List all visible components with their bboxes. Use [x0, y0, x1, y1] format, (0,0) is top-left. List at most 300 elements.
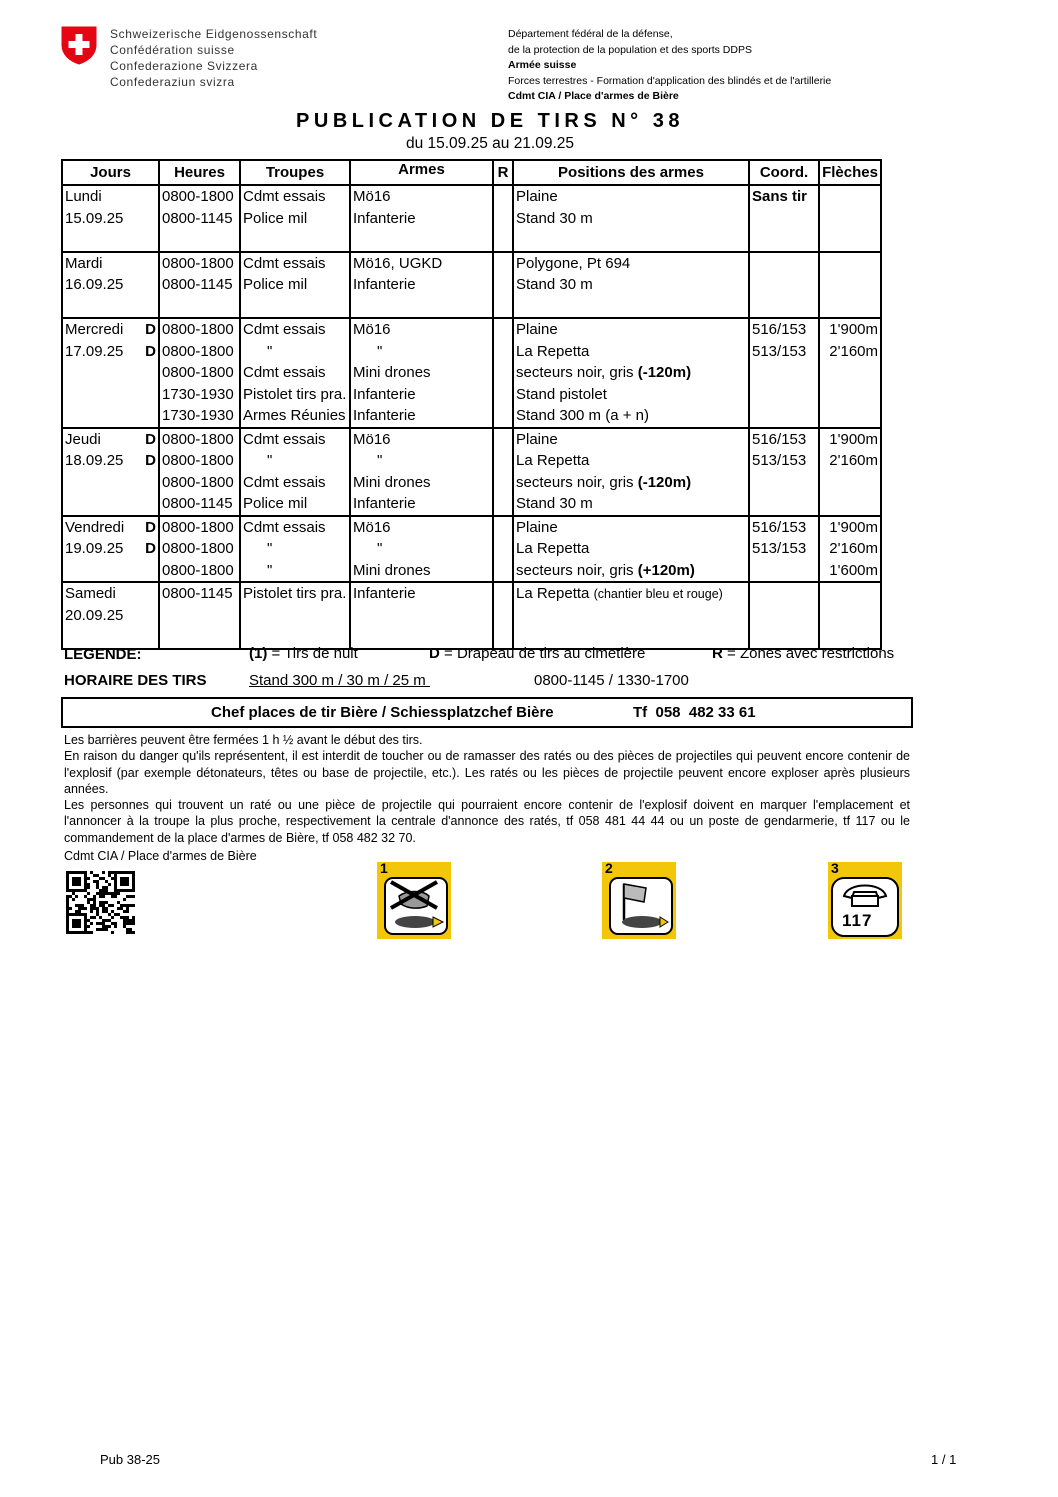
fleches-line [822, 538, 878, 560]
col-coord-header: Coord. [749, 160, 819, 185]
armes-line [353, 605, 490, 627]
r-line [496, 274, 510, 296]
period-range: du 15.09.25 au 21.09.25 [405, 135, 575, 152]
r-line [496, 405, 510, 427]
day-name-line [65, 429, 156, 451]
heures-cell [159, 516, 240, 583]
armes-value: Infanterie [353, 407, 416, 424]
heures-line [162, 362, 237, 384]
heures-line [162, 472, 237, 494]
troupes-line [243, 319, 347, 341]
fleches-line [822, 472, 878, 494]
troupes-line [243, 605, 347, 627]
troupes-line [243, 186, 347, 208]
legend-flag-key: D [429, 645, 440, 662]
position-cell [513, 582, 749, 649]
heures-cell [159, 428, 240, 516]
troupes-value: " [267, 452, 273, 469]
coord-value: 516/153 [752, 321, 807, 338]
fleches-value: 1'600m [829, 561, 878, 579]
fleches-line [822, 583, 878, 605]
armes-value: Infanterie [353, 495, 416, 512]
armes-value: Infanterie [353, 385, 416, 403]
col-r-header: R [493, 160, 513, 185]
troupes-line [243, 384, 347, 406]
fleches-line [822, 605, 878, 627]
fleches-cell [819, 185, 881, 252]
r-line [496, 517, 510, 539]
picto-number-1: 1 [380, 860, 388, 876]
armes-line [353, 319, 490, 341]
page-title: PUBLICATION DE TIRS N° 38 [296, 110, 684, 132]
troupes-cell [240, 252, 350, 319]
position-value: Stand 300 m (a + n) [516, 407, 649, 424]
fleches-line [822, 517, 878, 539]
swiss-coat-of-arms-icon [60, 25, 98, 65]
heures-line [162, 341, 237, 363]
r-cell [493, 582, 513, 649]
horaire-label: HORAIRE DES TIRS [64, 672, 207, 689]
heures-line [162, 208, 237, 230]
armes-line [353, 429, 490, 451]
troupes-value: Police mil [243, 209, 308, 227]
heures-cell [159, 185, 240, 252]
heures-value: 0800-1145 [162, 585, 233, 602]
col-troupes-header: Troupes [240, 160, 350, 185]
position-offset: (+120m) [637, 561, 695, 579]
position-value: Stand 30 m [516, 209, 593, 227]
coord-cell [749, 582, 819, 649]
armes-line [353, 538, 490, 560]
fleches-value: 1'900m [829, 321, 878, 338]
day-date: 17.09.25 [65, 342, 124, 360]
armes-line [353, 560, 490, 582]
armes-cell [350, 185, 493, 252]
note-signature: Cdmt CIA / Place d'armes de Bière [64, 849, 257, 864]
fleches-line [822, 296, 878, 318]
troupes-line [243, 405, 347, 427]
position-line [516, 605, 746, 627]
r-line [496, 605, 510, 627]
troupes-line [243, 493, 347, 515]
armes-value: Mini drones [353, 364, 431, 381]
heures-line [162, 450, 237, 472]
position-line [516, 405, 746, 427]
r-cell [493, 428, 513, 516]
r-line [496, 560, 510, 582]
fleches-line [822, 274, 878, 296]
position-line [516, 429, 746, 451]
armes-value: Mö16 [353, 518, 391, 536]
armes-value: Mini drones [353, 561, 431, 579]
conf-line-fr: Confédération suisse [110, 43, 235, 57]
troupes-line [243, 517, 347, 539]
r-cell [493, 252, 513, 319]
armes-line [353, 341, 490, 363]
coord-line [752, 405, 816, 427]
r-line [496, 319, 510, 341]
position-value: Plaine [516, 430, 558, 448]
heures-line [162, 626, 237, 648]
heures-value: 0800-1800 [162, 518, 234, 536]
heures-line [162, 296, 237, 318]
flag-d: D [145, 321, 156, 338]
fleches-line [822, 560, 878, 582]
table-row [62, 185, 881, 252]
coord-line [752, 341, 816, 363]
col-jours-header: Jours [62, 160, 159, 185]
troupes-line [243, 538, 347, 560]
legend-night-text: = Tirs de nuit [267, 645, 358, 662]
heures-value: 0800-1800 [162, 540, 234, 557]
troupes-line [243, 429, 347, 451]
coord-line [752, 208, 816, 230]
heures-line [162, 605, 237, 627]
troupes-value: Cdmt essais [243, 254, 326, 272]
coord-line [752, 450, 816, 472]
flag-d: D [145, 540, 156, 557]
legend-night [249, 645, 358, 662]
r-line [496, 429, 510, 451]
conf-line-it: Confederazione Svizzera [110, 59, 258, 73]
heures-cell [159, 252, 240, 319]
fleches-line [822, 384, 878, 406]
day-name: Jeudi [65, 430, 101, 448]
table-row [62, 252, 881, 319]
flag-d: D [145, 430, 156, 448]
troupes-value: Cdmt essais [243, 188, 326, 205]
position-value: Plaine [516, 188, 558, 205]
fleches-line [822, 186, 878, 208]
position-line [516, 319, 746, 341]
troupes-line [243, 229, 347, 251]
position-value: Stand 30 m [516, 495, 593, 512]
fleches-value: 1'900m [829, 518, 878, 536]
troupes-value: " [267, 540, 273, 557]
position-line [516, 341, 746, 363]
armes-value: Mini drones [353, 473, 431, 491]
troupes-value: Cdmt essais [243, 321, 326, 338]
armes-cell [350, 318, 493, 428]
armes-value: Mö16 [353, 188, 391, 205]
day-cell [62, 252, 159, 319]
coord-line [752, 605, 816, 627]
coord-line [752, 253, 816, 275]
legend-flag [429, 645, 645, 662]
position-line [516, 296, 746, 318]
troupes-cell [240, 185, 350, 252]
heures-line [162, 560, 237, 582]
day-date: 19.09.25 [65, 540, 124, 557]
day-name-line [65, 583, 156, 605]
legend-r-text: = Zones avec restrictions [722, 645, 895, 662]
department-line: Cdmt CIA / Place d'armes de Bière [508, 90, 679, 102]
coord-line [752, 517, 816, 539]
flag-d: D [145, 342, 156, 360]
coord-cell [749, 428, 819, 516]
position-line [516, 583, 746, 605]
col-armes-header: Armes [350, 160, 493, 185]
day-date-line [65, 341, 156, 363]
position-value: secteurs noir, gris [516, 473, 638, 491]
fleches-cell [819, 428, 881, 516]
chef-label: Chef places de tir Bière / Schiessplatzchef Bière [211, 704, 554, 721]
armes-value: " [377, 452, 383, 469]
armes-line [353, 472, 490, 494]
footer-page-number: 1 / 1 [931, 1452, 957, 1467]
chef-contact-box [61, 697, 913, 728]
picto-number-3: 3 [831, 860, 839, 876]
position-line [516, 274, 746, 296]
position-value: La Repetta [516, 585, 594, 602]
position-value: La Repetta [516, 540, 590, 557]
troupes-value: Cdmt essais [243, 364, 326, 381]
position-value: secteurs noir, gris [516, 561, 638, 579]
horaire-times: 0800-1145 / 1330-1700 [534, 672, 689, 689]
coord-cell [749, 252, 819, 319]
position-value: Polygone, Pt 694 [516, 254, 631, 272]
table-row [62, 318, 881, 428]
position-line [516, 538, 746, 560]
fleches-cell [819, 252, 881, 319]
position-cell [513, 428, 749, 516]
legend-label: LEGENDE: [64, 646, 142, 663]
troupes-cell [240, 318, 350, 428]
fleches-line [822, 362, 878, 384]
troupes-value: " [267, 342, 273, 360]
fleches-value: 2'160m [829, 540, 878, 557]
day-date: 15.09.25 [65, 209, 124, 227]
coord-value: 513/153 [752, 452, 807, 469]
position-offset: (-120m) [637, 364, 692, 381]
troupes-cell [240, 516, 350, 583]
chef-phone: Tf 058 482 33 61 [633, 704, 756, 721]
col-positions-header: Positions des armes [513, 160, 749, 185]
heures-value: 0800-1800 [162, 561, 234, 579]
day-name: Samedi [65, 585, 116, 602]
day-date-line [65, 538, 156, 560]
fleches-line [822, 429, 878, 451]
do-not-touch-icon [377, 862, 451, 939]
position-line [516, 517, 746, 539]
position-line [516, 493, 746, 515]
troupes-cell [240, 582, 350, 649]
day-cell [62, 582, 159, 649]
day-name-line [65, 319, 156, 341]
position-value: Plaine [516, 518, 558, 536]
horaire-stands: Stand 300 m / 30 m / 25 m [249, 672, 430, 689]
armes-line [353, 362, 490, 384]
day-cell [62, 428, 159, 516]
day-cell [62, 185, 159, 252]
day-name-line [65, 253, 156, 275]
coord-line [752, 538, 816, 560]
day-date-line [65, 274, 156, 296]
coord-line [752, 560, 816, 582]
day-cell [62, 318, 159, 428]
troupes-line [243, 208, 347, 230]
heures-cell [159, 582, 240, 649]
heures-value: 0800-1800 [162, 452, 234, 469]
r-cell [493, 318, 513, 428]
r-cell [493, 516, 513, 583]
day-date-line [65, 450, 156, 472]
heures-value: 1730-1930 [162, 407, 234, 424]
position-value: Stand 30 m [516, 276, 593, 293]
position-cell [513, 252, 749, 319]
armes-cell [350, 428, 493, 516]
fleches-line [822, 229, 878, 251]
armes-value: Infanterie [353, 585, 416, 602]
armes-value: Mö16 [353, 430, 391, 448]
table-header-row [62, 160, 881, 185]
coord-line [752, 429, 816, 451]
coord-line [752, 472, 816, 494]
heures-value: 0800-1800 [162, 364, 234, 381]
r-line [496, 583, 510, 605]
armes-cell [350, 582, 493, 649]
coord-line [752, 274, 816, 296]
coord-line [752, 384, 816, 406]
legend-night-key: (1) [249, 645, 268, 662]
footer-pub-ref: Pub 38-25 [100, 1452, 160, 1467]
heures-value: 0800-1800 [162, 473, 234, 491]
coord-value: 516/153 [752, 430, 807, 448]
troupes-value: Armes Réunies [243, 407, 346, 424]
coord-value: 513/153 [752, 540, 807, 557]
heures-value: 1730-1930 [162, 385, 234, 403]
position-value: La Repetta [516, 342, 590, 360]
armes-line [353, 274, 490, 296]
troupes-line [243, 472, 347, 494]
picto-do-not-touch [377, 862, 451, 939]
coord-cell [749, 185, 819, 252]
troupes-value: Pistolet tirs pra. [243, 585, 347, 602]
position-line [516, 208, 746, 230]
armes-line [353, 296, 490, 318]
table-row [62, 428, 881, 516]
mark-location-icon [602, 862, 676, 939]
position-line [516, 472, 746, 494]
troupes-line [243, 362, 347, 384]
position-value: Plaine [516, 321, 558, 338]
troupes-value: " [267, 561, 273, 579]
troupes-line [243, 560, 347, 582]
heures-value: 0800-1800 [162, 188, 234, 205]
qr-code-icon [66, 871, 135, 934]
r-line [496, 362, 510, 384]
r-line [496, 229, 510, 251]
coord-line [752, 583, 816, 605]
armes-value: Mö16 [353, 321, 391, 338]
armes-line [353, 384, 490, 406]
heures-line [162, 405, 237, 427]
legend-restrictions [712, 645, 894, 662]
day-date-line [65, 208, 156, 230]
armes-value: " [377, 342, 383, 360]
troupes-value: Cdmt essais [243, 430, 326, 448]
department-block [508, 27, 831, 105]
legend-flag-text: = Drapeau de tirs au cimetière [439, 645, 646, 662]
fleches-line [822, 253, 878, 275]
position-value: Stand pistolet [516, 385, 607, 403]
fleches-value: 1'900m [829, 430, 878, 448]
coord-cell [749, 318, 819, 428]
r-line [496, 472, 510, 494]
department-line: Département fédéral de la défense, [508, 28, 673, 40]
armes-line [353, 229, 490, 251]
armes-line [353, 186, 490, 208]
note-danger: En raison du danger qu'ils représentent, il est interdit de toucher ou de ramasser des ratés ou des pièces de projectiles qui peuvent encore contenir de l'explosif (par exemple détonateurs, têtes ou base de projectile, etc.). Les ratés ou les pièces de projectile peuvent encore exploser après plusieurs années. [64, 749, 910, 796]
r-line [496, 208, 510, 230]
day-cell [62, 516, 159, 583]
r-line [496, 450, 510, 472]
position-line [516, 253, 746, 275]
armes-value: Infanterie [353, 276, 416, 293]
troupes-line [243, 341, 347, 363]
heures-line [162, 493, 237, 515]
coord-line [752, 362, 816, 384]
troupes-cell [240, 428, 350, 516]
position-value: secteurs noir, gris [516, 364, 638, 381]
table-row [62, 582, 881, 649]
position-line [516, 362, 746, 384]
position-line [516, 560, 746, 582]
armes-line [353, 208, 490, 230]
armes-line [353, 405, 490, 427]
position-line [516, 384, 746, 406]
r-line [496, 493, 510, 515]
r-line [496, 186, 510, 208]
confederation-names [110, 26, 317, 90]
heures-line [162, 538, 237, 560]
armes-line [353, 517, 490, 539]
coord-line [752, 296, 816, 318]
position-note: (chantier bleu et rouge) [593, 587, 723, 601]
fleches-line [822, 450, 878, 472]
position-cell [513, 516, 749, 583]
picto-mark-location [602, 862, 676, 939]
coord-line [752, 186, 816, 208]
troupes-line [243, 296, 347, 318]
picto-number-2: 2 [605, 860, 613, 876]
day-date: 18.09.25 [65, 452, 124, 469]
heures-value: 0800-1800 [162, 254, 234, 272]
armes-value: Mö16, UGKD [353, 254, 443, 272]
note-report: Les personnes qui trouvent un raté ou une pièce de projectile qui pourraient encore contenir de l'explosif doivent en marquer l'emplacement et l'annoncer à la troupe la plus proche, respectivement la centrale d'annonce des ratés, tf 058 481 44 44 ou un poste de gendarmerie, tf 117 ou le commandement de la place d'armes de Bière, tf 058 482 32 70. [64, 798, 910, 845]
flag-d: D [145, 452, 156, 469]
coord-line [752, 319, 816, 341]
heures-value: 0800-1800 [162, 321, 234, 338]
coord-cell [749, 516, 819, 583]
fleches-line [822, 405, 878, 427]
department-line: Armée suisse [508, 59, 577, 71]
note-barriers: Les barrières peuvent être fermées 1 h ½ avant le début des tirs. [64, 733, 423, 747]
r-line [496, 296, 510, 318]
col-fleches-header: Flèches [819, 160, 881, 185]
fleches-cell [819, 516, 881, 583]
armes-line [353, 493, 490, 515]
position-offset: (-120m) [637, 473, 692, 491]
heures-line [162, 517, 237, 539]
fleches-line [822, 208, 878, 230]
armes-cell [350, 516, 493, 583]
heures-line [162, 274, 237, 296]
coord-line [752, 229, 816, 251]
coord-value: Sans tir [752, 188, 808, 205]
position-line [516, 450, 746, 472]
position-cell [513, 185, 749, 252]
